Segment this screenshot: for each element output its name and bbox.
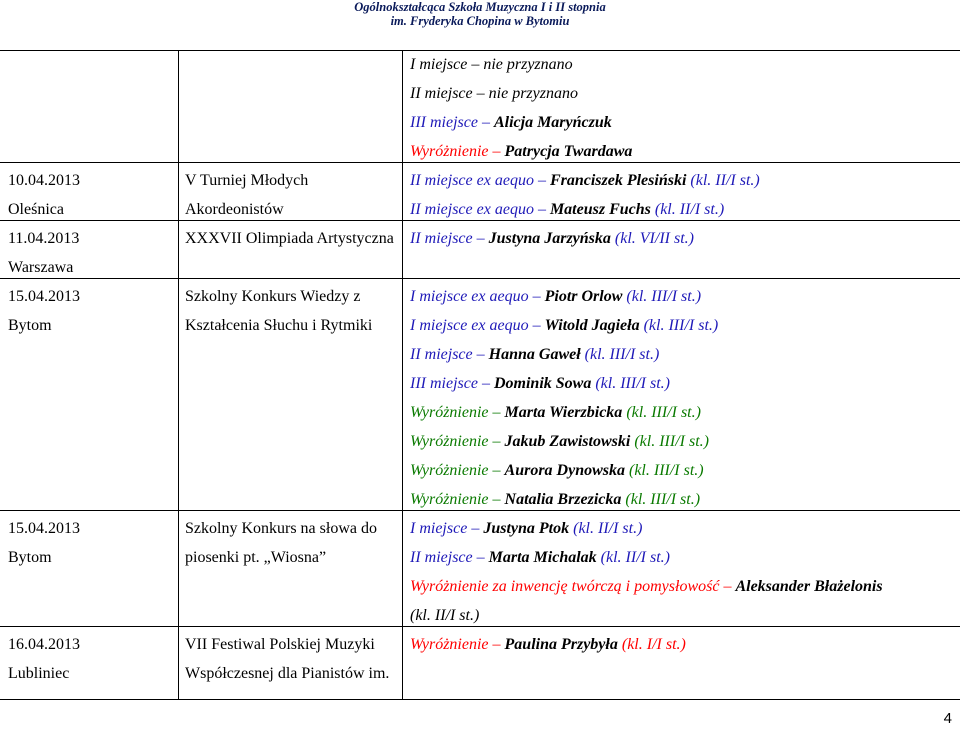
result-line	[410, 398, 701, 427]
result-name: Natalia Brzezicka	[504, 491, 622, 508]
result-name: Hanna Gaweł	[488, 346, 581, 363]
result-place: Wyróżnienie	[410, 636, 489, 653]
result-class: (kl. III/I st.)	[625, 462, 704, 479]
result-class: (kl. III/I st.)	[591, 375, 670, 392]
result-place: Wyróżnienie	[410, 462, 489, 479]
result-place: II miejsce	[410, 85, 473, 102]
result-separator: –	[528, 317, 545, 334]
event-date: 16.04.2013	[8, 636, 80, 653]
event-name-line: XXXVII Olimpiada Artystyczna	[185, 230, 394, 247]
result-line	[410, 79, 578, 108]
result-line	[410, 282, 701, 311]
result-separator: –	[467, 520, 484, 537]
result-line	[410, 369, 670, 398]
school-patron: im. Fryderyka Chopina w Bytomiu	[390, 14, 570, 28]
result-class: (kl. I/I st.)	[617, 636, 686, 653]
result-separator: –	[488, 462, 505, 479]
event-location: Bytom	[8, 549, 52, 566]
result-place: II miejsce	[410, 549, 473, 566]
result-name: Patrycja Twardawa	[504, 143, 633, 160]
result-place: II miejsce	[410, 346, 473, 363]
result-name: Witold Jagieła	[544, 317, 640, 334]
result-name: nie przyznano	[483, 56, 573, 73]
result-line	[410, 630, 686, 659]
table-row-divider	[0, 626, 960, 627]
event-location: Warszawa	[8, 259, 74, 276]
event-name-line: Szkolny Konkurs na słowa do	[185, 520, 377, 537]
event-date: 10.04.2013	[8, 172, 80, 189]
result-separator: –	[488, 404, 505, 421]
result-class: (kl. III/I st.)	[622, 288, 702, 305]
result-line	[410, 224, 694, 253]
result-name: Marta Michalak	[488, 549, 597, 566]
result-separator: –	[488, 433, 505, 450]
result-separator: –	[472, 549, 489, 566]
school-name: Ogólnokształcąca Szkoła Muzyczna I i II stopnia	[354, 0, 606, 14]
result-place: II miejsce ex aequo	[410, 172, 534, 189]
event-date: 15.04.2013	[8, 520, 80, 537]
result-separator: –	[719, 578, 736, 595]
event-location: Bytom	[8, 317, 52, 334]
result-class: (kl. II/I st.)	[569, 520, 643, 537]
event-name-line: V Turniej Młodych	[185, 172, 309, 189]
result-separator: –	[528, 288, 545, 305]
result-place: I miejsce	[410, 520, 468, 537]
table-column-divider	[178, 50, 179, 700]
result-class: (kl. II/I st.)	[410, 607, 480, 624]
table-row-divider	[0, 699, 960, 700]
result-line	[410, 195, 724, 224]
event-name-line: Kształcenia Słuchu i Rytmiki	[185, 317, 373, 334]
result-separator: –	[533, 172, 550, 189]
result-separator: –	[472, 346, 489, 363]
result-place: Wyróżnienie za inwencję twórczą i pomysłowość	[410, 578, 720, 595]
result-line	[410, 485, 700, 514]
result-name: Aurora Dynowska	[504, 462, 625, 479]
result-name: Alicja Maryńczuk	[493, 114, 612, 131]
table-row-divider	[0, 278, 960, 279]
result-line	[410, 601, 479, 630]
event-location: Oleśnica	[8, 201, 64, 218]
result-separator: –	[488, 143, 505, 160]
result-line	[410, 340, 659, 369]
result-class: (kl. II/I st.)	[596, 549, 670, 566]
result-name: Marta Wierzbicka	[504, 404, 623, 421]
result-class: (kl. III/I st.)	[639, 317, 719, 334]
result-place: II miejsce	[410, 230, 473, 247]
result-name: Justyna Ptok	[483, 520, 570, 537]
result-class: (kl. III/I st.)	[580, 346, 660, 363]
result-class: (kl. VI/II st.)	[610, 230, 694, 247]
result-place: Wyróżnienie	[410, 404, 489, 421]
result-place: Wyróżnienie	[410, 491, 489, 508]
result-name: Mateusz Fuchs	[549, 201, 651, 218]
result-line	[410, 50, 573, 79]
result-place: III miejsce	[410, 375, 478, 392]
result-separator: –	[472, 230, 489, 247]
result-name: Dominik Sowa	[493, 375, 592, 392]
result-line	[410, 543, 670, 572]
result-separator: –	[488, 491, 505, 508]
result-class: (kl. III/I st.)	[630, 433, 709, 450]
event-date: 15.04.2013	[8, 288, 80, 305]
event-name-line: Akordeonistów	[185, 201, 284, 218]
result-name: Paulina Przybyła	[504, 636, 618, 653]
result-place: Wyróżnienie	[410, 143, 489, 160]
event-name-line: Współczesnej dla Pianistów im.	[185, 665, 390, 682]
result-separator: –	[467, 56, 484, 73]
result-place: I miejsce	[410, 56, 468, 73]
result-line	[410, 572, 883, 601]
result-separator: –	[477, 375, 494, 392]
result-name: Jakub Zawistowski	[504, 433, 631, 450]
result-name: Aleksander Błażelonis	[735, 578, 883, 595]
result-class: (kl. II/I st.)	[650, 201, 725, 218]
result-place: II miejsce ex aequo	[410, 201, 534, 218]
result-line	[410, 311, 718, 340]
result-separator: –	[477, 114, 494, 131]
result-class: (kl. II/I st.)	[686, 172, 760, 189]
event-name-line: piosenki pt. „Wiosna”	[185, 549, 327, 566]
table-column-divider	[402, 50, 403, 700]
result-class: (kl. III/I st.)	[621, 491, 701, 508]
result-separator: –	[472, 85, 489, 102]
result-separator: –	[488, 636, 505, 653]
result-line	[410, 514, 642, 543]
result-name: Piotr Orlow	[544, 288, 623, 305]
result-place: Wyróżnienie	[410, 433, 489, 450]
result-line	[410, 108, 612, 137]
result-class: (kl. III/I st.)	[622, 404, 701, 421]
result-line	[410, 456, 704, 485]
page-number: 4	[943, 710, 952, 727]
event-name-line: VII Festiwal Polskiej Muzyki	[185, 636, 375, 653]
result-name: Justyna Jarzyńska	[488, 230, 611, 247]
result-line	[410, 427, 709, 456]
event-name-line: Szkolny Konkurs Wiedzy z	[185, 288, 361, 305]
result-place: III miejsce	[410, 114, 478, 131]
result-line	[410, 166, 760, 195]
result-name: nie przyznano	[488, 85, 578, 102]
result-separator: –	[533, 201, 550, 218]
result-name: Franciszek Plesiński	[549, 172, 687, 189]
result-line	[410, 137, 632, 166]
event-date: 11.04.2013	[8, 230, 80, 247]
result-place: I miejsce ex aequo	[410, 317, 529, 334]
event-location: Lubliniec	[8, 665, 70, 682]
result-place: I miejsce ex aequo	[410, 288, 529, 305]
